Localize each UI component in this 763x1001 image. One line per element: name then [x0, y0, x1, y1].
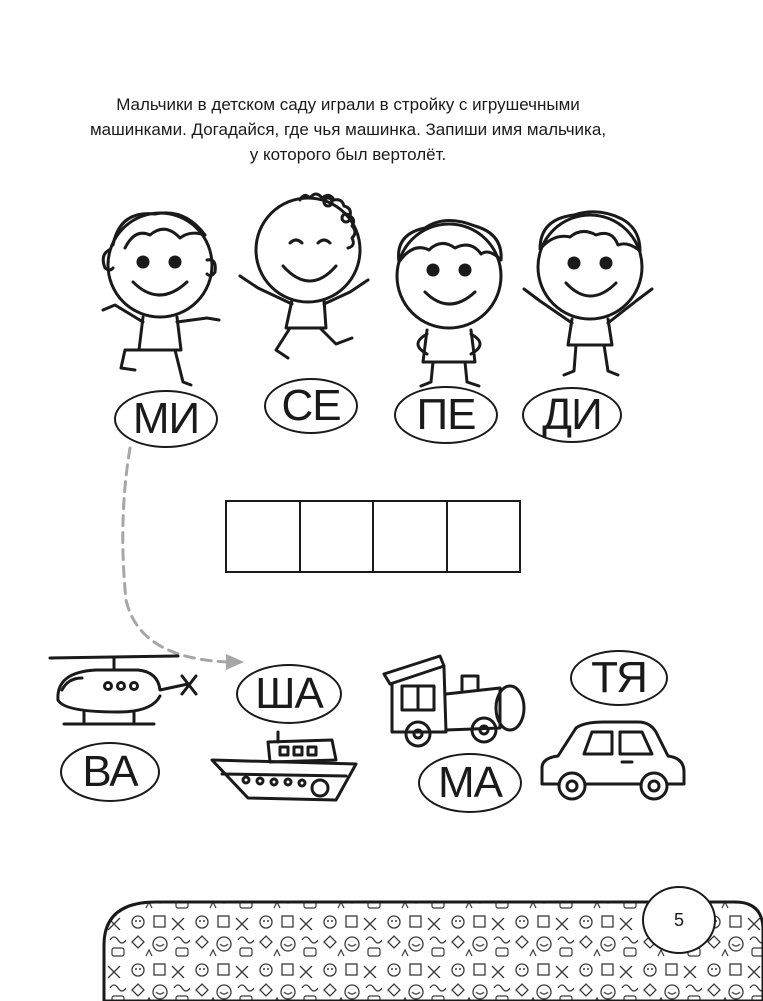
- vehicle-syllable-ma: МА: [418, 753, 522, 813]
- boy-syllable-di: ДИ: [522, 387, 622, 443]
- vehicle-syllable-tya: ТЯ: [570, 650, 668, 706]
- page-number: 5: [642, 886, 716, 954]
- vehicle-syllable-sha: ША: [236, 664, 342, 724]
- vehicle-syllable-va: ВА: [60, 742, 160, 802]
- boy-syllable-se: СЕ: [264, 378, 358, 434]
- instruction-line-2: машинками. Догадайся, где чья машинка. Запиши имя мальчика,: [89, 120, 607, 139]
- boy-syllable-mi: МИ: [114, 390, 218, 448]
- instruction-line-3: у которого был вертолёт.: [249, 145, 447, 164]
- instruction-line-1: Мальчики в детском саду играли в стройку с игрушечными: [116, 95, 580, 114]
- boy-syllable-pe: ПЕ: [394, 386, 498, 444]
